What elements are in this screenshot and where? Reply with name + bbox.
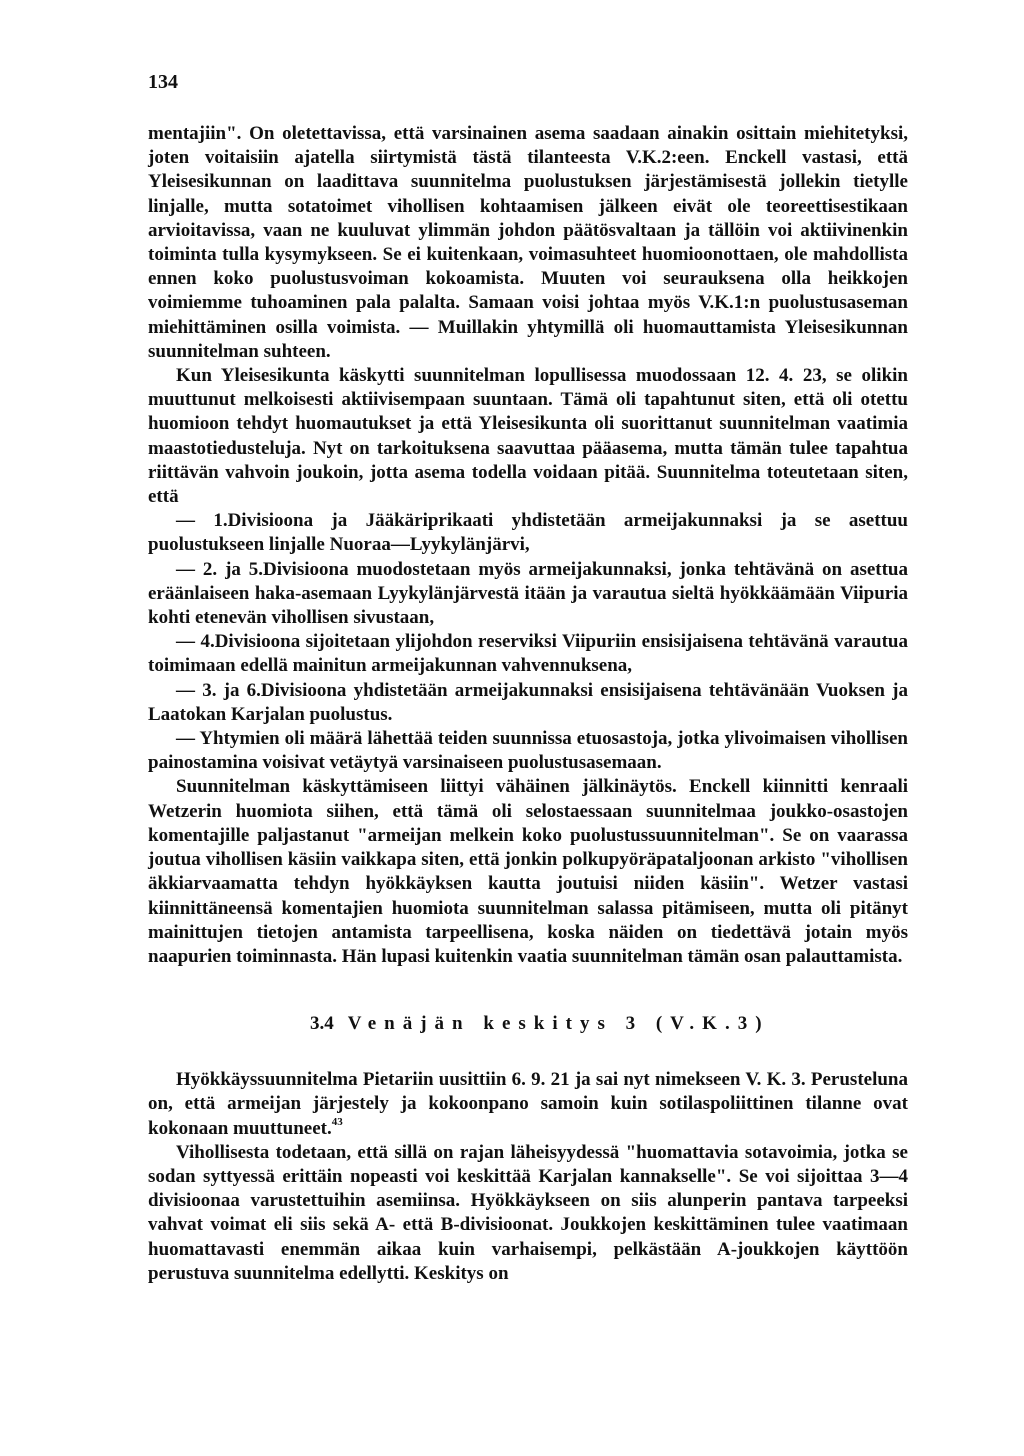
paragraph-4-text: Hyökkäyssuunnitelma Pietariin uusittiin 6. 9. 21 ja sai nyt nimekseen V. K. 3. Perusteluna on, että armeijan järjestely ja kokoonpano samoin kuin sotilaspoliittinen tilanne ovat kokonaan muuttuneet. [148,1069,908,1139]
list-item-3: — 4.Divisioona sijoitetaan ylijohdon reserviksi Viipuriin ensisijaisena tehtävänä varautua toimimaan edellä mainitun armeijakunnan vahvennuksena, [148,631,908,677]
list-item-5: — Yhtymien oli määrä lähettää teiden suunnissa etuosastoja, jotka ylivoimaisen vihollisen painostamina voisivat vetäytyä varsinaiseen puolustusasemaan. [148,728,908,774]
document-page [148,70,908,1286]
paragraph-5: Vihollisesta todetaan, että sillä on rajan läheisyydessä "huomattavia sotavoimia, jotka se sodan syttyessä erittäin nopeasti voi keskittää Karjalan kannakselle". Se voi sijoittaa 3—4 divisioonaa varustettuihin asemiinsa. Hyökkäykseen on siis alunperin pantava tarpeeksi vahvat voimat eli siis sekä A- että B-divisioonat. Joukkojen keskittäminen tulee vaatimaan huomattavasti enemmän aikaa kuin varhaisempi, pelkästään A-joukkojen käyttöön perustuva suunnitelma edellytti. Keskitys on [148,1141,908,1284]
section-title: Venäjän keskitys 3 (V.K.3) [347,1013,770,1035]
list-item-4: — 3. ja 6.Divisioona yhdistetään armeijakunnaksi ensisijaisena tehtävänään Vuoksen ja Laatokan Karjalan puolustus. [148,679,908,725]
section-number: 3.4 [310,1013,334,1035]
paragraph-3: Suunnitelman käskyttämiseen liittyi vähäinen jälkinäytös. Enckell kiinnitti kenraali Wetzerin huomiota siihen, että tämä oli selostaessaan suunnitelmaa joukko-osastojen komentajille paljastanut "armeijan melkein koko puolustussuunnitelman". Se on vaarassa joutua vihollisen käsiin vaikkapa siten, että jonkin polkupyöräpataljoonan arkisto "vihollisen äkkiarvaamatta tehdyn hyökkäyksen kautta joutuisi niiden käsiin". Wetzer vastasi kiinnittäneensä komentajien huomiota suunnitelman salassa pitämiseen, mutta oli pitänyt mainittujen tietojen antamista tarpeellisena, koska näiden on tiedettävä jotain myös naapurien toiminnasta. Hän lupasi kuitenkin vaatia suunnitelman tämän osan palauttamista. [148,776,908,967]
paragraph-1: mentajiin". On oletettavissa, että varsinainen asema saadaan ainakin osittain miehitetyksi, joten voitaisiin ajatella siirtymistä tästä tilanteesta V.K.2:een. Enckell vastasi, että Yleisesikunnan on laadittava suunnitelma puolustuksen järjestämisestä jollekin tietylle linjalle, mutta sotatoimet vihollisen kohtaamisen jälkeen eivät ole teoreettisestikaan arvioitavissa, vaan ne kuuluvat ylimmän johdon päätösvaltaan ja tällöin voi aktiivinenkin toiminta tulla kysymykseen. Se ei kuitenkaan, voimasuhteet huomioonottaen, ole mahdollista ennen koko puolustusvoiman kokoamista. Muuten voi seurauksena olla heikkojen voimiemme tuhoaminen pala palalta. Samaan voisi johtaa myös V.K.1:n puolustusaseman miehittäminen osilla voimista. — Muillakin yhtymillä oli huomauttamista Yleisesikunnan suunnitelman suhteen. [148,123,908,362]
footnote-reference: 43 [331,1115,343,1128]
list-item-2: — 2. ja 5.Divisioona muodostetaan myös armeijakunnaksi, jonka tehtävänä on asettua eräänlaiseen haka-asemaan Lyykylänjärvestä itään ja varautua sieltä hyökkäämään Viipuria kohti etenevän vihollisen sivustaan, [148,558,908,629]
paragraph-4 [148,1068,908,1141]
paragraph-2: Kun Yleisesikunta käskytti suunnitelman lopullisessa muodossaan 12. 4. 23, se olikin muuttunut melkoisesti aktiivisempaan suuntaan. Tämä oli tapahtunut siten, että oli otettu huomioon tehdyt huomautukset ja että Yleisesikunta oli suorittanut suunnitelman vaatimia maastotiedusteluja. Nyt on tarkoituksena saavuttaa pääasema, mutta tämän tulee tapahtua riittävän vahvoin joukoin, jotta asema todella voidaan pitää. Suunnitelma toteutetaan siten, että [148,365,908,508]
page-number: 134 [148,71,178,93]
list-item-1: — 1.Divisioona ja Jääkäriprikaati yhdistetään armeijakunnaksi ja se asettuu puolustukseen linjalle Nuoraa—Lyykylänjärvi, [148,510,908,556]
section-heading [148,1012,908,1036]
